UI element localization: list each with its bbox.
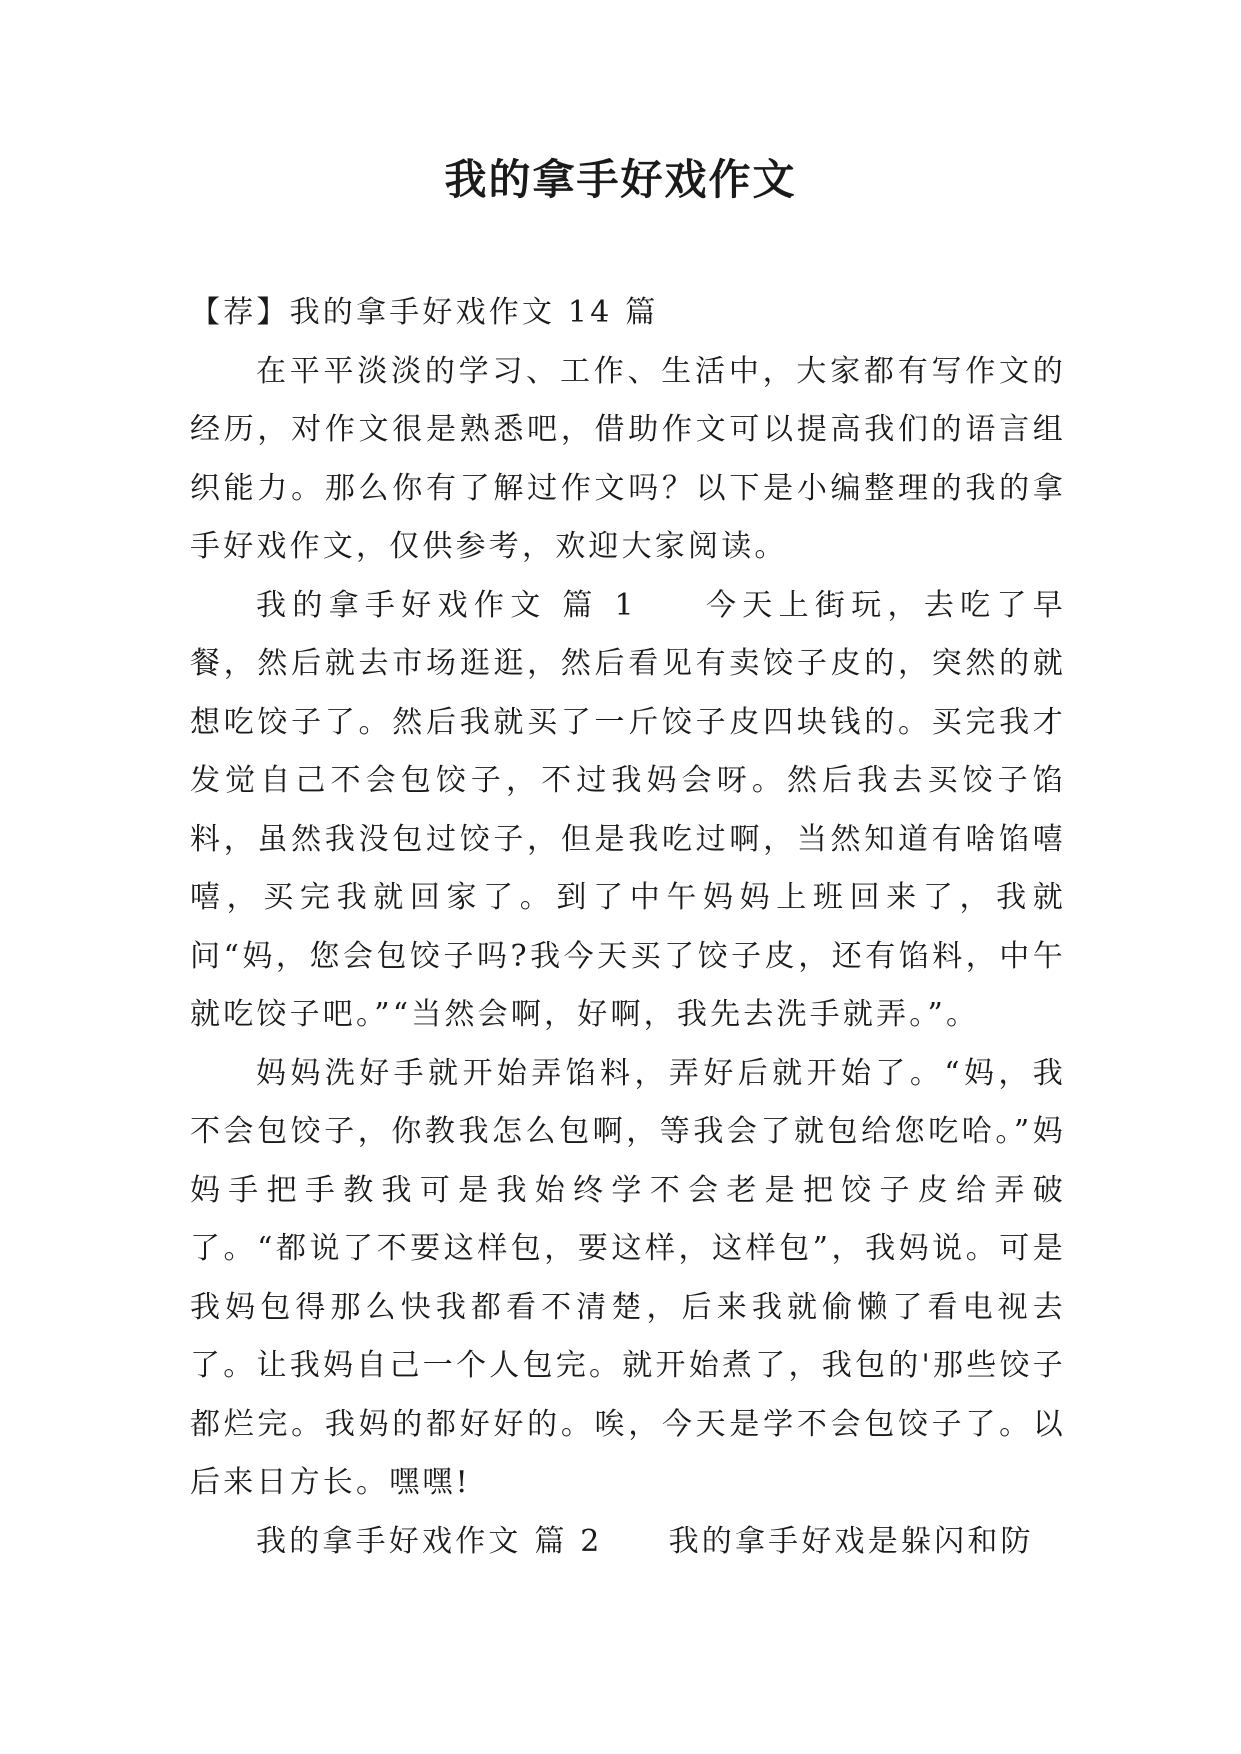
section-2-heading: 我的拿手好戏作文 篇 2 (256, 1523, 603, 1559)
document-subtitle: 【荐】我的拿手好戏作文 14 篇 (190, 295, 659, 330)
section-2-text: 我的拿手好戏是躲闪和防 (668, 1523, 1034, 1559)
document-body (190, 284, 1066, 1571)
section-2-paragraph (190, 1513, 1066, 1572)
section-1-paragraph (190, 577, 1066, 1045)
intro-paragraph: 在平平淡淡的学习、工作、生活中，大家都有写作文的经历，对作文很是熟悉吧，借助作文可以提高我们的语言组织能力。那么你有了解过作文吗？以下是小编整理的我的拿手好戏作文，仅供参考，欢迎大家阅读。 (190, 353, 1066, 564)
section-1-continuation-paragraph: 妈妈洗好手就开始弄馅料，弄好后就开始了。“妈，我不会包饺子，你教我怎么包啊，等我会了就包给您吃哈。”妈妈手把手教我可是我始终学不会老是把饺子皮给弄破了。“都说了不要这样包，要这样，这样包”，我妈说。可是我妈包得那么快我都看不清楚，后来我就偷懒了看电视去了。让我妈自己一个人包完。就开始煮了，我包的'那些饺子都烂完。我妈的都好好的。唉，今天是学不会包饺子了。以后来日方长。嘿嘿! (190, 1055, 1066, 1500)
section-1-heading: 我的拿手好戏作文 篇 1 (256, 587, 637, 623)
document-title: 我的拿手好戏作文 (444, 155, 797, 204)
section-1-text: 今天上街玩，去吃了早餐，然后就去市场逛逛，然后看见有卖饺子皮的，突然的就想吃饺子了。然后我就买了一斤饺子皮四块钱的。买完我才发觉自己不会包饺子，不过我妈会呀。然后我去买饺子馅料，虽然我没包过饺子，但是我吃过啊，当然知道有啥馅嘻嘻，买完我就回家了。到了中午妈妈上班回来了，我就问“妈，您会包饺子吗?我今天买了饺子皮，还有馅料，中午就吃饺子吧。”“当然会啊，好啊，我先去洗手就弄。”。 (190, 587, 1067, 1032)
